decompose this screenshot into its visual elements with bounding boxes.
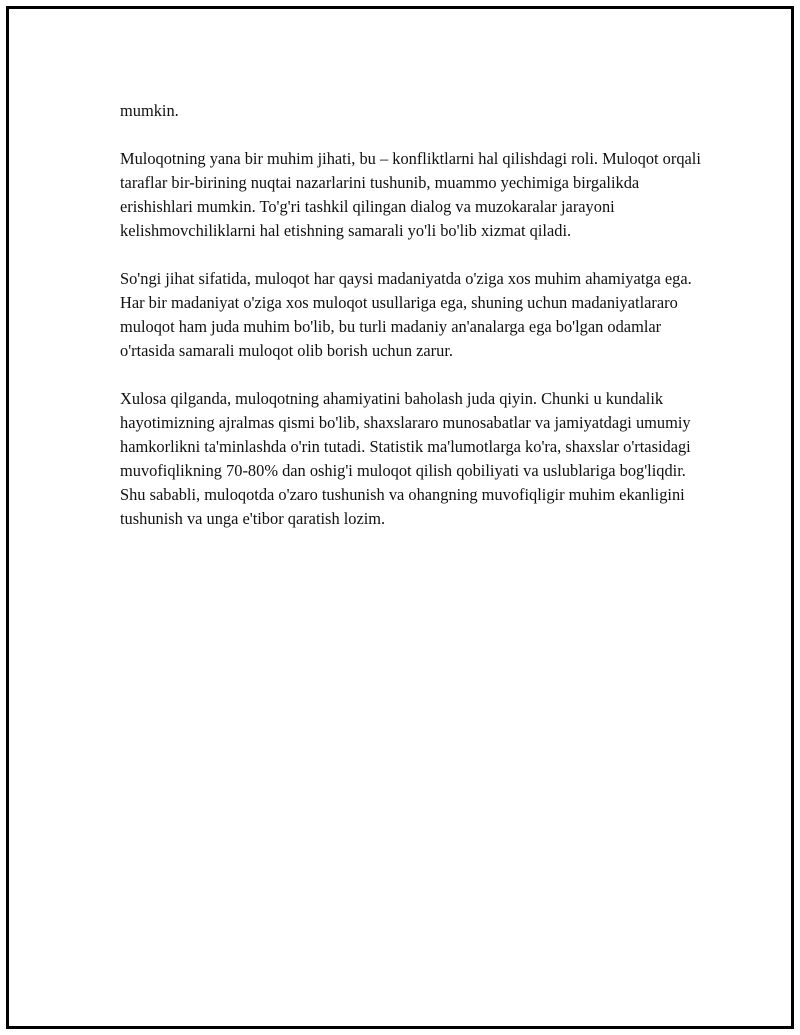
- paragraph-conflict-resolution: Muloqotning yana bir muhim jihati, bu – konfliktlarni hal qilishdagi roli. Muloqot orqali taraflar bir-birining nuqtai nazarlarini tushunib, muammo yechimiga birgalikda erishishlari mumkin. To'g'ri tashkil qilingan dialog va muzokaralar jarayoni kelishmovchiliklarni hal etishning samarali yo'li bo'lib xizmat qiladi.: [120, 149, 701, 240]
- document-body: [120, 99, 710, 555]
- page-frame: [6, 6, 794, 1029]
- paragraph-culture: So'ngi jihat sifatida, muloqot har qaysi madaniyatda o'ziga xos muhim ahamiyatga ega. Har bir madaniyat o'ziga xos muloqot usullariga ega, shuning uchun madaniyatlararo muloqot ham juda muhim bo'lib, bu turli madaniy an'analarga ega bo'lgan odamlar o'rtasida samarali muloqot olib borish uchun zarur.: [120, 269, 692, 360]
- paragraph-conclusion: Xulosa qilganda, muloqotning ahamiyatini baholash juda qiyin. Chunki u kundalik hayotimizning ajralmas qismi bo'lib, shaxslararo munosabatlar va jamiyatdagi umumiy hamkorlikni ta'minlashda o'rin tutadi. Statistik ma'lumotlarga ko'ra, shaxslar o'rtasidagi muvofiqlikning 70-80% dan oshig'i muloqot qilish qobiliyati va uslublariga bog'liqdir. Shu sababli, muloqotda o'zaro tushunish va ohangning muvofiqligir muhim ekanligini tushunish va unga e'tibor qaratish lozim.: [120, 389, 691, 528]
- paragraph-continuation: mumkin.: [120, 101, 179, 120]
